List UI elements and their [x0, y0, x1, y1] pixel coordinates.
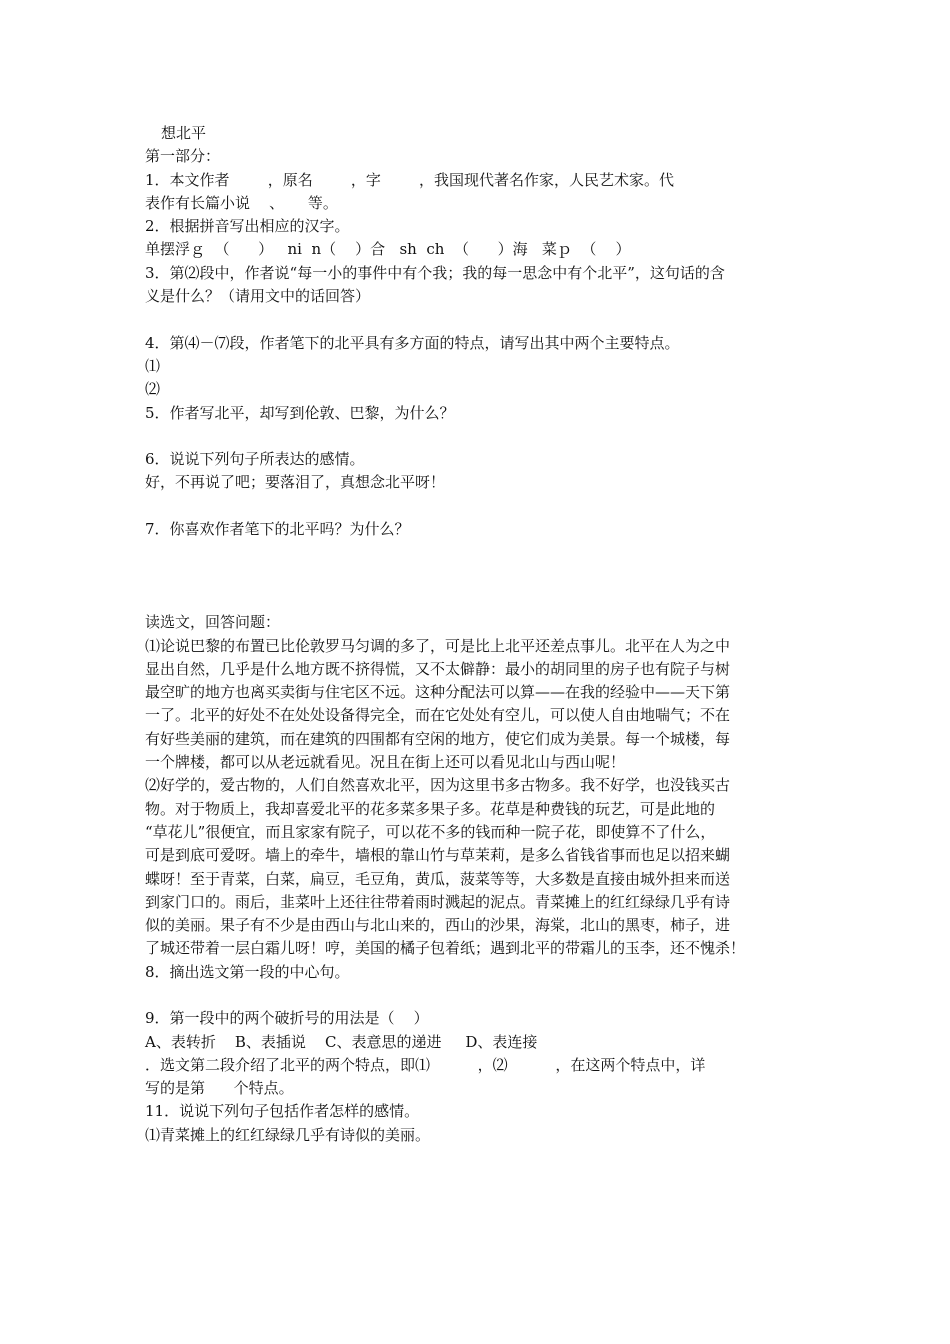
answer-space — [145, 588, 815, 611]
passage-line: 有好些美丽的建筑，而在建筑的四围都有空闲的地方，使它们成为美景。每一个城楼，每 — [145, 729, 731, 748]
question-6-sentence: 好，不再说了吧；要落泪了，真想念北平呀！ — [145, 473, 446, 492]
passage-line: 显出自然，几乎是什么地方既不挤得慌，又不太僻静：最小的胡同里的房子也有院子与树 — [145, 659, 731, 678]
question-7: 7．你喜欢作者笔下的北平吗？为什么？ — [145, 520, 410, 539]
passage-line: 最空旷的地方也离买卖街与住宅区不远。这种分配法可以算——在我的经验中——天下第 — [145, 683, 731, 702]
answer-space — [145, 425, 815, 448]
passage-line: 可是到底可爱呀。墙上的牵牛，墙根的靠山竹与草茉莉，是多么省钱省事而也足以招来蝴 — [145, 846, 731, 865]
passage-line: 一了。北平的好处不在处处设备得完全，而在它处处有空儿，可以使人自由地喘气；不在 — [145, 706, 731, 725]
answer-space — [145, 984, 815, 1007]
passage-line: “草花儿”很便宜，而且家家有院子，可以花不多的钱而种一院子花，即使算不了什么， — [145, 822, 716, 841]
question-8: 8．摘出选文第一段的中心句。 — [145, 962, 350, 981]
question-4-item-2: ⑵ — [145, 380, 161, 399]
question-2-pinyin: 单摆浮ｇ （ ） ni n（ ）合 sh ch （ ）海 菜ｐ （ ） — [145, 240, 631, 259]
question-1-line-1: 1．本文作者 ，原名 ，字 ，我国现代著名作家，人民艺术家。代 — [145, 170, 674, 189]
question-4: 4．第⑷－⑺段，作者笔下的北平具有多方面的特点，请写出其中两个主要特点。 — [145, 333, 680, 352]
question-5: 5．作者写北平，却写到伦敦、巴黎，为什么？ — [145, 403, 455, 422]
document-title: 想北平 — [161, 124, 207, 142]
answer-space — [145, 541, 815, 588]
question-9: 9．第一段中的两个破折号的用法是（ ） — [145, 1009, 429, 1028]
passage-line: 物。对于物质上，我却喜爱北平的花多菜多果子多。花草是种费钱的玩艺，可是此地的 — [145, 799, 716, 818]
question-4-item-1: ⑴ — [145, 356, 161, 375]
question-3-line-1: 3．第⑵段中，作者说“每一小的事件中有个我；我的每一思念中有个北平”，这句话的含 — [145, 263, 725, 282]
answer-space — [145, 308, 815, 331]
part1-heading: 第一部分： — [145, 147, 221, 166]
passage-paragraph-2 — [145, 774, 815, 960]
question-10-line-2: 写的是第 个特点。 — [145, 1079, 294, 1098]
question-11: 11．说说下列句子包括作者怎样的感情。 — [145, 1102, 420, 1121]
question-6: 6．说说下列句子所表达的感情。 — [145, 450, 365, 469]
question-11-item-1: ⑴青菜摊上的红红绿绿几乎有诗似的美丽。 — [145, 1125, 431, 1144]
reading-heading: 读选文，回答问题： — [145, 613, 281, 632]
question-10-line-1: ．选文第二段介绍了北平的两个特点，即⑴ ，⑵ ，在这两个特点中，详 — [145, 1055, 706, 1074]
question-3-line-2: 义是什么？（请用文中的话回答） — [145, 287, 371, 306]
question-9-options: A、表转折 B、表插说 C、表意思的递进 D、表连接 — [145, 1032, 538, 1051]
passage-line: 似的美丽。果子有不少是由西山与北山来的，西山的沙果，海棠，北山的黑枣，柿子，进 — [145, 916, 731, 935]
passage-line: ⑴论说巴黎的布置已比伦敦罗马匀调的多了，可是比上北平还差点事儿。北平在人为之中 — [145, 636, 731, 655]
question-2: 2．根据拼音写出相应的汉字。 — [145, 217, 350, 236]
passage-line: 到家门口的。雨后，韭菜叶上还往往带着雨时溅起的泥点。青菜摊上的红红绿绿几乎有诗 — [145, 892, 731, 911]
question-1-line-2: 表作有长篇小说 、 等。 — [145, 193, 338, 212]
passage-paragraph-1 — [145, 635, 815, 775]
passage-line: 一个牌楼，都可以从老远就看见。况且在街上还可以看见北山与西山呢！ — [145, 753, 626, 772]
passage-line: 了城还带着一层白霜儿呀！哼，美国的橘子包着纸；遇到北平的带霜儿的玉李，还不愧杀！ — [145, 939, 746, 958]
passage-line: 蝶呀！至于青菜，白菜，扁豆，毛豆角，黄瓜，菠菜等等，大多数是直接由城外担来而送 — [145, 869, 731, 888]
passage-line: ⑵好学的，爱古物的，人们自然喜欢北平，因为这里书多古物多。我不好学，也没钱买古 — [145, 776, 731, 795]
answer-space — [145, 495, 815, 518]
document-page — [145, 122, 815, 1147]
